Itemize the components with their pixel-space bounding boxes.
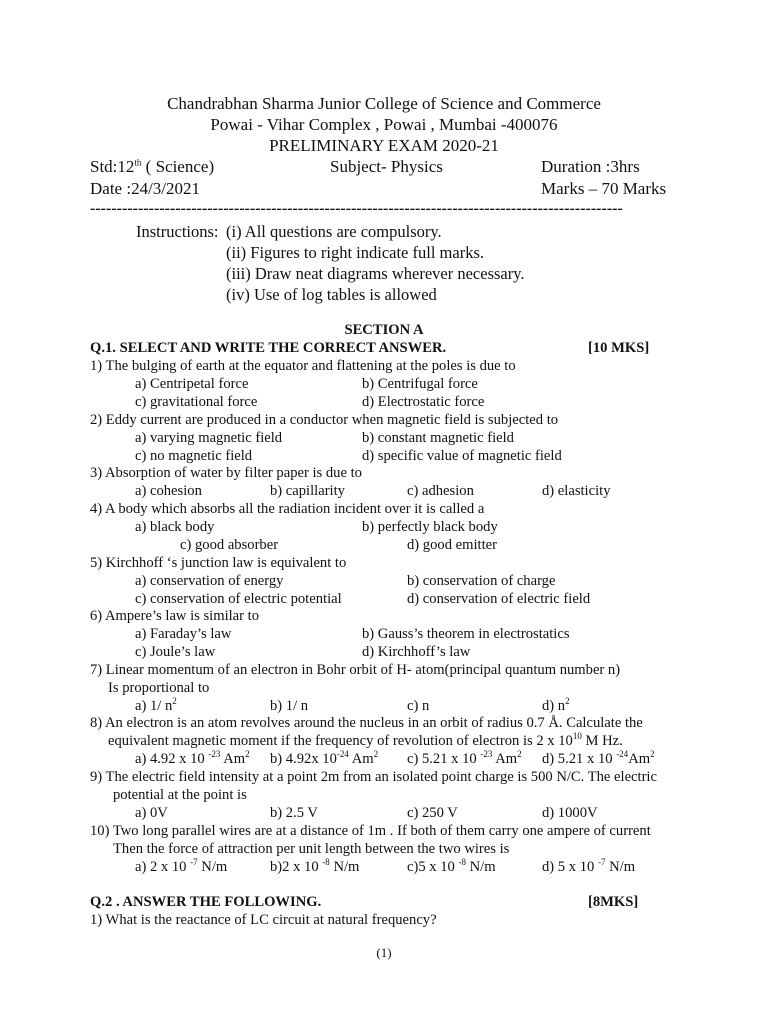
exam-title: PRELIMINARY EXAM 2020-21 [269,136,499,155]
answer-option: d) 5 x 10 $^{-7}$ N/m [542,857,636,875]
answer-option: c) 5.21 x 10 $^{-23}$ Am$^2$ [407,749,522,767]
instructions-label: Instructions: [136,222,219,241]
answer-option: d) good emitter [407,537,497,553]
q1-heading: Q.1. SELECT AND WRITE THE CORRECT ANSWER. [90,340,447,356]
answer-option: c) good absorber [180,537,279,553]
answer-option: a) 0V [135,805,168,821]
instruction-item: (iii) Draw neat diagrams wherever necessary. [226,264,525,283]
question-stem: 9) The electric field intensity at a point 2m from an isolated point charge is 500 N/C. The electric [90,769,657,785]
answer-option: b) perfectly black body [362,519,498,535]
answer-option: d) 1000V [542,805,598,821]
answer-option: a) conservation of energy [135,573,284,589]
question-stem: 5) Kirchhoff ‘s junction law is equivalent to [90,555,347,571]
question-stem: 7) Linear momentum of an electron in Bohr orbit of H- atom(principal quantum number n) [90,662,621,678]
question-stem: 3) Absorption of water by filter paper is due to [90,465,362,481]
answer-option: b) constant magnetic field [362,430,514,446]
page-number: (1) [376,945,392,960]
answer-option: c) adhesion [407,483,474,499]
instruction-item: (ii) Figures to right indicate full marks. [226,243,484,262]
question-stem-continued: potential at the point is [113,787,247,803]
standard-prefix: Std:12 [90,157,135,176]
answer-option: c) 250 V [407,805,458,821]
answer-option: a) black body [135,519,215,535]
answer-option: a) cohesion [135,483,202,499]
total-marks: Marks – 70 Marks [541,179,667,198]
answer-option: c) no magnetic field [135,448,253,464]
answer-option: a) varying magnetic field [135,430,283,446]
question-stem-continued: equivalent magnetic moment if the frequency of revolution of electron is 2 x $10^{10}$ M Hz. [108,731,623,749]
exam-date: Date :24/3/2021 [90,179,201,198]
q2-heading: Q.2 . ANSWER THE FOLLOWING. [90,894,322,910]
answer-option: b) 4.92x $10^{-24}$ Am$^2$ [270,749,379,767]
duration: Duration :3hrs [541,157,640,176]
answer-option: a) Centripetal force [135,376,249,392]
question-stem-continued: Is proportional to [108,680,210,696]
answer-option: c) gravitational force [135,394,258,410]
standard [90,157,214,177]
question-stem-continued: Then the force of attraction per unit length between the two wires is [113,841,510,857]
question-stem: 8) An electron is an atom revolves around the nucleus in an orbit of radius 0.7 Å. Calculate the [90,715,643,731]
answer-option: c) Joule’s law [135,644,216,660]
answer-option: d) Electrostatic force [362,394,485,410]
answer-option: d) elasticity [542,483,611,499]
answer-option: d) $n^2$ [542,696,570,714]
answer-option: b)2 x 10 $^{-8}$ N/m [270,857,360,875]
subject: Subject- Physics [330,157,443,176]
answer-option: b) Gauss’s theorem in electrostatics [362,626,570,642]
q1-marks: [10 MKS] [588,340,650,356]
answer-option: b) conservation of charge [407,573,556,589]
answer-option: a) 2 x 10 $^{-7}$ N/m [135,857,228,875]
separator-line: ---------------------------------------------------------------------------------------------------- [90,200,623,217]
question-stem: 1) What is the reactance of LC circuit at natural frequency? [90,912,437,928]
college-name: Chandrabhan Sharma Junior College of Science and Commerce [167,94,601,113]
answer-option: d) Kirchhoff’s law [362,644,471,660]
question-stem: 1) The bulging of earth at the equator and flattening at the poles is due to [90,358,516,374]
instruction-item: (i) All questions are compulsory. [226,222,442,241]
instruction-item: (iv) Use of log tables is allowed [226,285,437,304]
standard-sup: th [134,157,142,168]
question-stem: 10) Two long parallel wires are at a distance of 1m . If both of them carry one ampere of current [90,823,651,839]
answer-option: a) Faraday’s law [135,626,232,642]
answer-option: c) n [407,698,430,714]
answer-option: a) 1/ $n^2$ [135,696,177,714]
answer-option: c)5 x 10 $^{-8}$ N/m [407,857,496,875]
answer-option: b) Centrifugal force [362,376,478,392]
answer-option: b) capillarity [270,483,345,499]
answer-option: d) 5.21 x 10 $^{-24}$Am$^2$ [542,749,655,767]
answer-option: b) 1/ n [270,698,309,714]
q2-marks: [8MKS] [588,894,639,910]
answer-option: c) conservation of electric potential [135,591,342,607]
question-stem: 6) Ampere’s law is similar to [90,608,260,624]
question-stem: 2) Eddy current are produced in a conductor when magnetic field is subjected to [90,412,559,428]
answer-option: d) conservation of electric field [407,591,591,607]
standard-suffix: ( Science) [141,157,215,176]
section-title: SECTION A [344,322,424,338]
question-stem: 4) A body which absorbs all the radiation incident over it is called a [90,501,485,517]
answer-option: a) 4.92 x 10 $^{-23}$ Am$^2$ [135,749,250,767]
answer-option: d) specific value of magnetic field [362,448,562,464]
answer-option: b) 2.5 V [270,805,318,821]
college-address: Powai - Vihar Complex , Powai , Mumbai -400076 [210,115,558,134]
